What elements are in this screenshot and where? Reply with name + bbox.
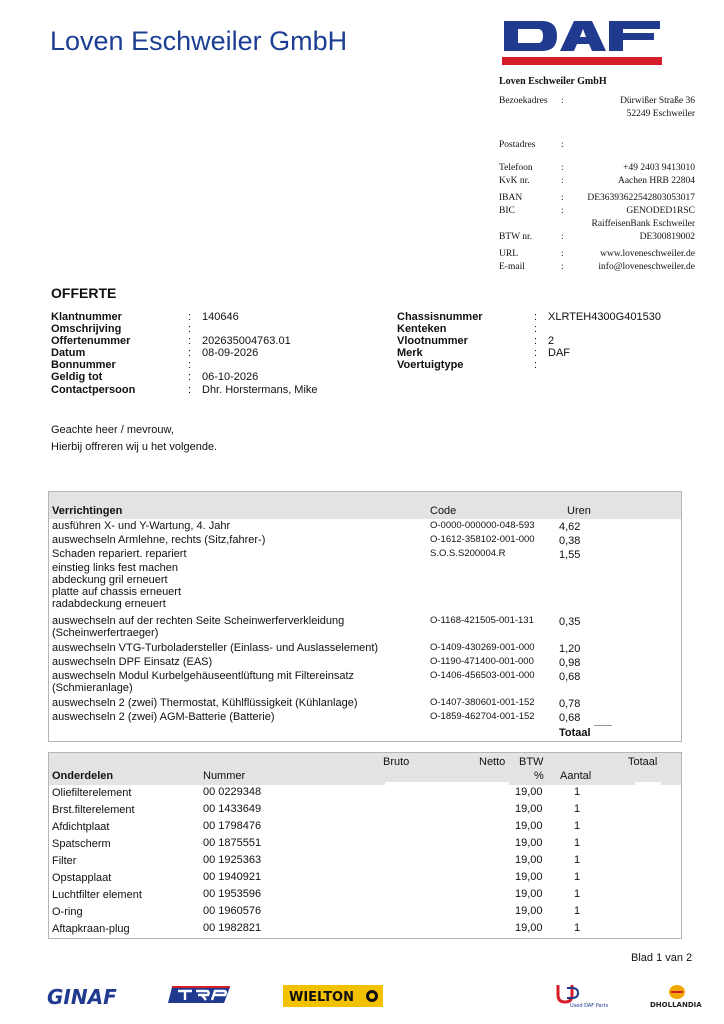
address-separator (561, 108, 571, 121)
meta-row (51, 311, 381, 323)
address-label: Bezoekadres (499, 96, 548, 106)
part-btw: 19,00 (515, 786, 543, 798)
part-name: Oliefilterelement (52, 787, 132, 799)
meta-label: Bonnummer (51, 359, 116, 372)
operation-hours: 0,35 (559, 616, 581, 628)
operation-description: auswechseln 2 (zwei) Thermostat, Kühlflüssigkeit (Kühlanlage) (52, 697, 358, 709)
operation-description: auswechseln 2 (zwei) AGM-Batterie (Batterie) (52, 711, 275, 723)
meta-value: 08-09-2026 (202, 347, 259, 360)
meta-row (397, 323, 697, 335)
parts-header-aantal: Aantal (560, 770, 592, 782)
operation-description: Schaden repariert. repariert (52, 548, 187, 560)
used-daf-parts-logo (555, 982, 617, 1013)
address-label: Postadres (499, 140, 536, 150)
operation-hours: 0,38 (559, 535, 581, 547)
operation-code: O-1407-380601-001-152 (430, 697, 535, 708)
operation-description: ausführen X- und Y-Wartung, 4. Jahr (52, 520, 231, 532)
operation-code: O-0000-000000-048-593 (430, 520, 535, 531)
meta-row (51, 323, 381, 335)
address-row (499, 205, 695, 218)
trp-logo (168, 983, 234, 1012)
meta-value: 140646 (202, 311, 239, 323)
meta-colon: : (534, 323, 538, 336)
part-name: O-ring (52, 906, 83, 918)
dhollandia-logo (648, 983, 706, 1014)
parts-table (48, 752, 682, 939)
address-value: info@loveneschweiler.de (598, 262, 695, 272)
daf-logo (502, 19, 662, 67)
address-separator: : (561, 262, 564, 272)
part-btw: 19,00 (515, 888, 543, 900)
parts-header-btw: BTW (519, 756, 544, 768)
address-label: BIC (499, 206, 515, 216)
meta-value: Dhr. Horstermans, Mike (202, 383, 318, 396)
operation-hours: 0,78 (559, 698, 581, 710)
operation-hours: 0,98 (559, 657, 581, 669)
meta-colon: : (188, 347, 192, 360)
operation-description: radabdeckung erneuert (52, 598, 166, 610)
part-quantity: 1 (574, 820, 581, 832)
operation-description: abdeckung gril erneuert (52, 574, 168, 586)
parts-header-divider (411, 782, 509, 790)
svg-text:DHOLLANDIA: DHOLLANDIA (650, 1001, 702, 1009)
address-spacer (499, 152, 695, 162)
operation-hours: 0,68 (559, 712, 581, 724)
part-quantity: 1 (574, 837, 581, 849)
operations-header-hours: Uren (567, 505, 591, 517)
ginaf-logo (47, 984, 133, 1013)
operation-hours: 1,55 (559, 549, 581, 561)
parts-header-netto: Netto (479, 756, 506, 768)
address-row (499, 192, 695, 205)
operation-description: auswechseln VTG-Turboladersteller (Einlass- und Auslasselement) (52, 642, 379, 654)
document-heading: OFFERTE (51, 285, 117, 301)
meta-row (397, 311, 697, 323)
address-label: Telefoon (499, 163, 533, 173)
part-quantity: 1 (574, 922, 581, 934)
address-value: +49 2403 9413010 (623, 163, 695, 173)
address-separator: : (561, 193, 564, 203)
meta-row (51, 347, 381, 359)
part-number: 00 1798476 (203, 820, 262, 832)
operation-description: einstieg links fest machen (52, 562, 178, 574)
meta-colon: : (534, 335, 538, 348)
meta-value: XLRTEH4300G401530 (548, 311, 661, 323)
meta-label: Offertenummer (51, 335, 131, 348)
address-separator: : (561, 232, 564, 242)
wielton-logo (283, 985, 383, 1012)
meta-colon: : (188, 323, 192, 336)
operation-description: auswechseln DPF Einsatz (EAS) (52, 656, 213, 668)
part-number: 00 1940921 (203, 871, 262, 883)
address-value: www.loveneschweiler.de (600, 249, 695, 259)
meta-colon: : (188, 359, 192, 372)
meta-label: Contactpersoon (51, 383, 136, 396)
meta-row (397, 335, 697, 347)
meta-label: Voertuigtype (397, 359, 464, 372)
meta-row (51, 384, 381, 396)
operation-description: auswechseln Armlehne, rechts (Sitz,fahrer-) (52, 534, 266, 546)
address-row (499, 175, 695, 188)
address-value: RaiffeisenBank Eschweiler (591, 219, 695, 229)
address-row (499, 261, 695, 274)
part-number: 00 1925363 (203, 854, 262, 866)
address-separator: : (561, 163, 564, 173)
operation-code: O-1168-421505-001-131 (430, 615, 534, 626)
meta-value: DAF (548, 347, 570, 360)
part-btw: 19,00 (515, 820, 543, 832)
svg-text:Used DAF Parts: Used DAF Parts (570, 1003, 609, 1008)
address-separator: : (561, 96, 564, 106)
meta-label: Klantnummer (51, 311, 122, 323)
parts-header-onderdelen: Onderdelen (52, 770, 114, 782)
operations-header-code: Code (430, 505, 457, 517)
meta-row (51, 371, 381, 383)
operation-code: O-1612-358102-001-000 (430, 534, 535, 545)
operation-code: O-1406-456503-001-000 (430, 670, 535, 681)
meta-colon: : (188, 335, 192, 348)
address-row (499, 162, 695, 175)
operation-code: S.O.S.S200004.R (430, 548, 506, 559)
address-label: IBAN (499, 193, 523, 203)
part-name: Aftapkraan-plug (52, 923, 130, 935)
meta-colon: : (188, 311, 192, 323)
part-quantity: 1 (574, 888, 581, 900)
address-row (499, 231, 695, 244)
address-label: URL (499, 249, 518, 259)
address-separator: : (561, 176, 564, 186)
parts-header-bruto: Bruto (383, 756, 410, 768)
address-row (499, 248, 695, 261)
company-title: Loven Eschweiler GmbH (50, 26, 348, 56)
address-value: DE36393622542803053017 (587, 193, 695, 203)
part-number: 00 1982821 (203, 922, 262, 934)
address-separator: : (561, 249, 564, 259)
address-label: E-mail (499, 262, 525, 272)
part-number: 00 1433649 (203, 803, 262, 815)
meta-colon: : (188, 371, 192, 384)
meta-colon: : (188, 383, 192, 396)
part-btw: 19,00 (515, 803, 543, 815)
operation-hours: 1,20 (559, 643, 581, 655)
svg-text:WIELTON: WIELTON (289, 990, 354, 1005)
part-name: Spatscherm (52, 838, 111, 850)
part-number: 00 0229348 (203, 786, 262, 798)
meta-label: Kenteken (397, 323, 447, 336)
part-quantity: 1 (574, 871, 581, 883)
operation-code: O-1409-430269-001-000 (430, 642, 535, 653)
operation-description: platte auf chassis erneuert (52, 586, 182, 598)
part-number: 00 1960576 (203, 905, 262, 917)
part-name: Opstapplaat (52, 872, 112, 884)
offer-meta-left (51, 311, 381, 396)
meta-label: Datum (51, 347, 86, 360)
part-name: Filter (52, 855, 77, 867)
part-btw: 19,00 (515, 854, 543, 866)
meta-value: 06-10-2026 (202, 371, 259, 384)
part-name: Brst.filterelement (52, 804, 135, 816)
meta-row (397, 347, 697, 359)
parts-header-nummer: Nummer (203, 770, 246, 782)
meta-label: Merk (397, 347, 423, 360)
part-name: Afdichtplaat (52, 821, 110, 833)
operation-hours: 0,68 (559, 671, 581, 683)
address-label (499, 218, 561, 231)
operation-description: auswechseln auf der rechten Seite Scheinwerferverkleidung (52, 615, 345, 627)
operations-total-label: Totaal (559, 727, 591, 739)
address-value: Aachen HRB 22804 (617, 176, 695, 186)
meta-label: Vlootnummer (397, 335, 468, 348)
part-number: 00 1953596 (203, 888, 262, 900)
part-btw: 19,00 (515, 837, 543, 849)
address-company-name: Loven Eschweiler GmbH (499, 76, 607, 87)
operation-hours: 4,62 (559, 521, 581, 533)
svg-text:GINAF: GINAF (47, 985, 117, 1008)
address-value: 52249 Eschweiler (626, 109, 695, 119)
meta-row (51, 335, 381, 347)
operation-code: O-1190-471400-001-000 (430, 656, 534, 667)
operation-code: O-1859-462704-001-152 (430, 711, 535, 722)
address-label: KvK nr. (499, 176, 530, 186)
meta-label: Chassisnummer (397, 311, 483, 323)
address-value: DE300819002 (639, 232, 695, 242)
part-quantity: 1 (574, 854, 581, 866)
address-row (499, 218, 695, 231)
operations-header-desc: Verrichtingen (52, 505, 123, 517)
offer-meta-right (397, 311, 697, 371)
address-separator (561, 218, 571, 231)
part-name: Luchtfilter element (52, 889, 142, 901)
operation-description: (Scheinwerfertraeger) (52, 627, 159, 639)
parts-header-totaal: Totaal (628, 756, 658, 768)
operation-description: (Schmieranlage) (52, 682, 133, 694)
parts-header-divider (385, 782, 411, 790)
address-value: Dürwißer Straße 36 (620, 96, 695, 106)
address-block (499, 76, 695, 274)
address-separator: : (561, 206, 564, 216)
greeting-intro: Hierbij offreren wij u het volgende. (51, 441, 218, 453)
parts-header-divider (635, 782, 661, 790)
part-btw: 19,00 (515, 905, 543, 917)
part-quantity: 1 (574, 905, 581, 917)
part-number: 00 1875551 (203, 837, 262, 849)
address-value: GENODED1RSC (626, 206, 695, 216)
page-number: Blad 1 van 2 (631, 952, 693, 964)
operation-description: auswechseln Modul Kurbelgehäuseentlüftung mit Filtereinsatz (52, 670, 355, 682)
parts-header-btw-pct: % (534, 770, 544, 782)
part-quantity: 1 (574, 786, 581, 798)
meta-colon: : (534, 359, 538, 372)
meta-value: 202635004763.01 (202, 335, 291, 348)
operations-table (48, 491, 682, 742)
address-label: BTW nr. (499, 232, 533, 242)
address-label (499, 108, 561, 121)
address-spacer (499, 121, 695, 139)
greeting (51, 422, 217, 456)
address-row (499, 95, 695, 108)
address-row (499, 139, 695, 152)
meta-label: Geldig tot (51, 371, 103, 384)
operations-total-rule (594, 725, 612, 726)
part-quantity: 1 (574, 803, 581, 815)
greeting-salutation: Geachte heer / mevrouw, (51, 424, 174, 436)
address-row (499, 108, 695, 121)
meta-label: Omschrijving (51, 323, 122, 336)
address-value (571, 139, 695, 152)
part-btw: 19,00 (515, 922, 543, 934)
meta-row (397, 359, 697, 371)
meta-colon: : (534, 347, 538, 360)
meta-value: 2 (548, 335, 555, 348)
meta-row (51, 359, 381, 371)
part-btw: 19,00 (515, 871, 543, 883)
address-separator: : (561, 140, 564, 150)
meta-colon: : (534, 311, 538, 323)
